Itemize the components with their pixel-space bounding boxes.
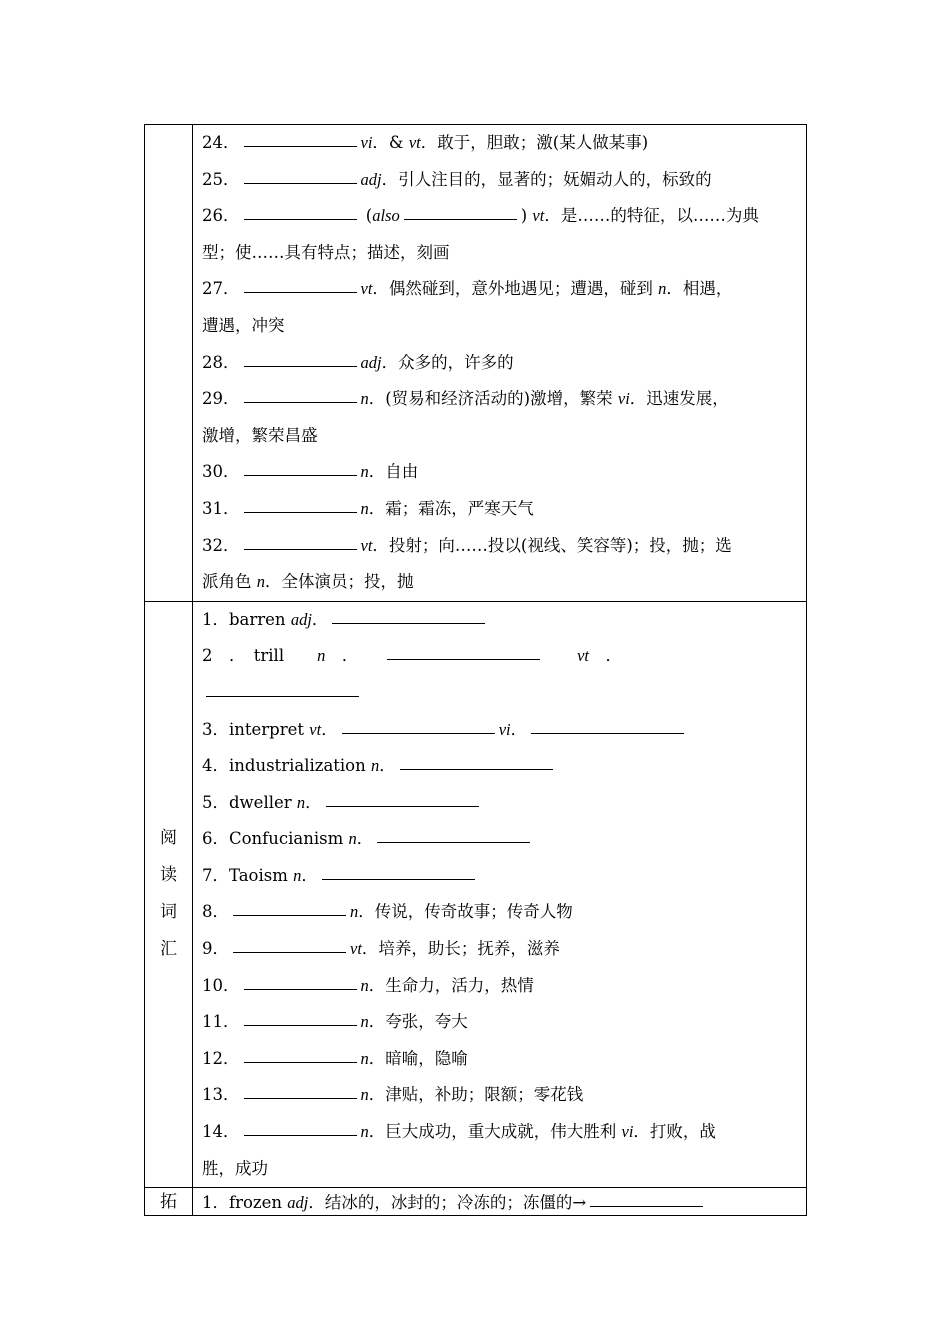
definition: ．打败，战	[633, 1122, 716, 1142]
section-row-2	[145, 601, 807, 1188]
definition: ．偶然碰到，意外地遇见；遭遇，碰到	[372, 279, 659, 299]
definition: ．霜；霜冻，严寒天气	[368, 498, 534, 518]
part-of-speech: n	[360, 1048, 369, 1068]
definition: ．自由	[368, 462, 419, 482]
answer-blank[interactable]	[244, 1024, 357, 1026]
definition: ．生命力，活力，热情	[368, 975, 534, 995]
part-of-speech: vi	[498, 719, 511, 739]
part-of-speech: adj	[360, 169, 382, 189]
vocab-table	[144, 124, 807, 1216]
connector: ．&	[372, 133, 409, 152]
part-of-speech: vt	[408, 133, 421, 152]
part-of-speech: n	[360, 1122, 369, 1142]
item-number: 24．	[202, 133, 240, 152]
part-of-speech: vt	[350, 939, 362, 959]
answer-blank[interactable]	[342, 732, 495, 734]
dot: ．	[305, 792, 322, 812]
answer-blank[interactable]	[244, 365, 357, 367]
paren-close: )	[520, 206, 533, 226]
also-label: also	[372, 206, 400, 226]
part-of-speech: adj	[287, 1193, 309, 1213]
definition: ．(贸易和经济活动的)激增，繁荣	[368, 389, 618, 409]
item-number: 31．	[202, 498, 240, 518]
item-number: 30．	[202, 462, 240, 482]
dot: ．	[301, 865, 318, 885]
part-of-speech: n	[317, 646, 326, 666]
item-number: 27．	[202, 279, 240, 299]
item-number: 11．	[202, 1012, 240, 1032]
definition: ．津贴，补助；限额；零花钱	[368, 1085, 584, 1105]
part-of-speech: adj	[290, 609, 312, 629]
answer-blank[interactable]	[590, 1205, 703, 1207]
part-of-speech: vt	[532, 206, 545, 226]
list-item	[202, 125, 798, 162]
definition: ．相遇，	[666, 279, 733, 299]
dot: ．	[356, 829, 374, 849]
item-number: 32．	[202, 535, 240, 555]
answer-blank[interactable]	[244, 511, 357, 513]
category-char: 词	[160, 902, 177, 923]
headword: 6．Confucianism	[202, 829, 349, 849]
item-number: 12．	[202, 1048, 240, 1068]
part-of-speech: n	[293, 865, 302, 885]
part-of-speech: n	[348, 829, 357, 849]
answer-blank[interactable]	[244, 401, 357, 403]
dot: ．	[510, 719, 528, 739]
dot: ．	[321, 719, 338, 739]
part-of-speech: n	[360, 389, 369, 409]
answer-blank[interactable]	[531, 732, 684, 734]
part-of-speech: n	[296, 792, 306, 812]
answer-blank[interactable]	[387, 658, 540, 660]
definition: ．巨大成功，重大成就，伟大胜利	[368, 1122, 622, 1142]
headword: 4．industrialization	[202, 756, 371, 776]
answer-blank-also[interactable]	[404, 218, 517, 220]
part-of-speech: n	[350, 902, 359, 922]
category-label	[145, 820, 192, 968]
dot: ．	[589, 646, 614, 666]
section-row-3	[145, 1188, 807, 1216]
answer-blank[interactable]	[244, 218, 357, 220]
list-item	[202, 1077, 798, 1114]
category-char: 阅	[160, 828, 177, 849]
category-label: 拓	[160, 1192, 177, 1213]
section2-content	[193, 601, 807, 1188]
paren-open: (	[360, 206, 373, 226]
list-item	[202, 1114, 798, 1187]
section-row-1	[145, 125, 807, 602]
part-of-speech: n	[360, 1012, 369, 1032]
list-item	[202, 931, 798, 968]
definition: ．暗喻，隐喻	[368, 1048, 468, 1068]
answer-blank[interactable]	[244, 1134, 357, 1136]
item-number: 14．	[202, 1122, 240, 1142]
list-item	[202, 968, 798, 1005]
answer-blank[interactable]	[322, 878, 475, 880]
dot: ．	[311, 609, 329, 629]
part-of-speech: vt	[360, 279, 373, 299]
section1-content	[193, 125, 807, 602]
list-item	[202, 271, 798, 344]
definition-continued: 派角色	[202, 572, 257, 592]
part-of-speech: n	[658, 279, 667, 299]
headword: 7．Taoism	[202, 865, 294, 885]
answer-blank[interactable]	[233, 951, 346, 953]
answer-blank[interactable]	[244, 548, 357, 550]
item-number: 10．	[202, 975, 240, 995]
definition: ．培养，助长；抚养，滋养	[361, 939, 560, 959]
list-item	[202, 198, 798, 271]
definition-continued: 激增，繁荣昌盛	[202, 425, 318, 445]
category-cell-expand	[145, 1188, 193, 1216]
list-item	[202, 821, 798, 858]
headword: 1．barren	[202, 609, 291, 629]
answer-blank[interactable]	[400, 768, 553, 770]
section3-content	[193, 1188, 807, 1216]
definition-continued: 胜，成功	[202, 1158, 268, 1178]
category-cell-reading-vocab	[145, 601, 193, 1188]
part-of-speech: vt	[309, 719, 322, 739]
list-item	[202, 491, 798, 528]
answer-blank[interactable]	[244, 145, 357, 147]
list-item	[202, 638, 798, 711]
answer-blank[interactable]	[326, 805, 479, 807]
item-number: 9．	[202, 939, 229, 959]
definition-continued: 遭遇，冲突	[202, 315, 285, 335]
item-number: 13．	[202, 1085, 240, 1105]
dot: ．	[325, 646, 351, 666]
part-of-speech: vi	[360, 133, 373, 152]
category-char: 读	[160, 865, 177, 886]
list-item	[202, 1004, 798, 1041]
definition: ．结冰的，冰封的；冷冻的；冻僵的→	[308, 1193, 587, 1213]
part-of-speech: vi	[621, 1122, 634, 1142]
part-of-speech: n	[371, 756, 380, 776]
vocab-page	[144, 124, 807, 1216]
list-item	[202, 1041, 798, 1078]
list-item	[202, 858, 798, 895]
definition: ．投射；向……投以(视线、笑容等)；投，抛；选	[372, 535, 732, 555]
headword: 1．frozen	[202, 1193, 288, 1213]
definition: ．是……的特征，以……为典	[544, 206, 759, 226]
answer-blank[interactable]	[244, 291, 357, 293]
list-item	[202, 748, 798, 785]
item-number: 26．	[202, 206, 240, 226]
list-item	[202, 381, 798, 454]
list-item	[202, 1188, 798, 1215]
part-of-speech: vt	[360, 535, 373, 555]
part-of-speech: n	[360, 1085, 369, 1105]
definition: ．传说，传奇故事；传奇人物	[358, 902, 573, 922]
answer-blank[interactable]	[244, 1097, 357, 1099]
answer-blank[interactable]	[244, 182, 357, 184]
answer-blank[interactable]	[233, 914, 346, 916]
list-item	[202, 785, 798, 822]
list-item	[202, 602, 798, 639]
list-item	[202, 528, 798, 601]
definition: ．全体演员；投，抛	[265, 572, 414, 592]
answer-blank[interactable]	[332, 622, 485, 624]
item-number: 29．	[202, 389, 240, 409]
part-of-speech: n	[360, 498, 369, 518]
item-number: 28．	[202, 352, 240, 372]
definition: ．迅速发展，	[629, 389, 729, 409]
answer-blank[interactable]	[244, 474, 357, 476]
list-item	[202, 454, 798, 491]
part-of-speech: vi	[617, 389, 630, 409]
list-item	[202, 345, 798, 382]
list-item	[202, 894, 798, 931]
answer-blank[interactable]	[377, 841, 530, 843]
category-cell-empty	[145, 125, 193, 602]
headword: 5．dweller	[202, 792, 297, 812]
headword: 3．interpret	[202, 719, 310, 739]
item-number: 25．	[202, 169, 240, 189]
dot: ．	[379, 756, 396, 776]
definition: ．敢于，胆敢；激(某人做某事)	[420, 133, 649, 152]
part-of-speech: n	[256, 572, 265, 592]
definition: ．引人注目的，显著的；妩媚动人的，标致的	[381, 169, 712, 189]
part-of-speech: n	[360, 975, 369, 995]
item-number: 8．	[202, 902, 229, 922]
part-of-speech: vt	[577, 646, 590, 666]
list-item	[202, 712, 798, 749]
definition: ．众多的，许多的	[381, 352, 514, 372]
definition-continued: 型；使……具有特点；描述，刻画	[202, 242, 450, 262]
definition: ．夸张，夸大	[368, 1012, 468, 1032]
category-char: 汇	[160, 939, 177, 960]
headword: 2 ． trill	[202, 646, 301, 666]
answer-blank[interactable]	[244, 988, 357, 990]
list-item	[202, 162, 798, 199]
answer-blank[interactable]	[206, 695, 359, 697]
answer-blank[interactable]	[244, 1061, 357, 1063]
part-of-speech: adj	[360, 352, 382, 372]
part-of-speech: n	[360, 462, 369, 482]
